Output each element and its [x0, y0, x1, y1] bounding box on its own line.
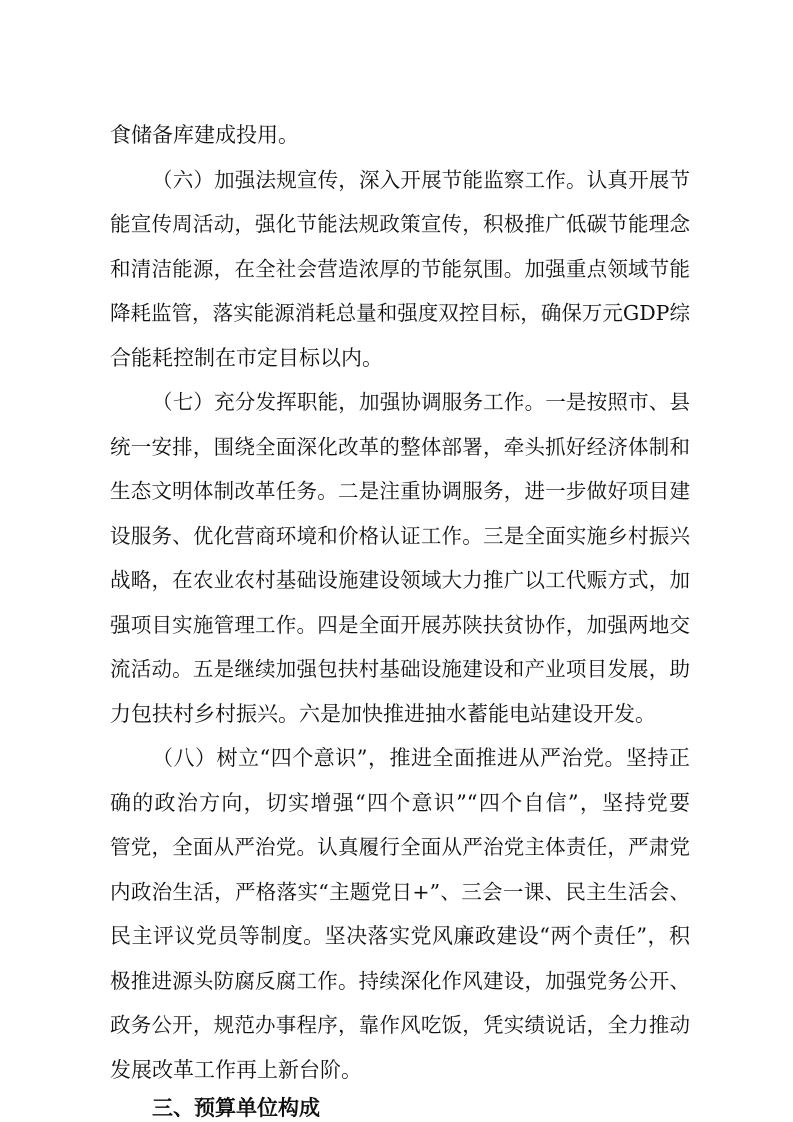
paragraph-line: 战略，在农业农村基础设施建设领域大力推广以工代赈方式，加	[110, 568, 690, 592]
paragraph-line: 确的政治方向，切实增强“四个意识”“四个自信”，坚持党要	[110, 790, 690, 815]
paragraph-line: 强项目实施管理工作。四是全面开展苏陕扶贫协作，加强两地交	[110, 612, 690, 637]
paragraph-line: 食储备库建成投用。	[110, 123, 299, 147]
paragraph-line: 合能耗控制在市定目标以内。	[110, 345, 383, 370]
paragraph-line: 流活动。五是继续加强包扶村基础设施建设和产业项目发展，助	[110, 657, 690, 681]
paragraph-line: 和清洁能源，在全社会营造浓厚的节能氛围。加强重点领域节能	[110, 256, 690, 281]
paragraph-line: 管党，全面从严治党。认真履行全面从严治党主体责任，严肃党	[110, 835, 690, 859]
section-heading: 三、预算单位构成	[152, 1096, 320, 1120]
paragraph-line: 力包扶村乡村振兴。六是加快推进抽水蓄能电站建设开发。	[110, 701, 656, 726]
paragraph-line: 统一安排，围绕全面深化改革的整体部署，牵头抓好经济体制和	[110, 434, 690, 459]
paragraph-line: 降耗监管，落实能源消耗总量和强度双控目标，确保万元GDP综	[110, 301, 690, 325]
paragraph-line: （八）树立“四个意识”，推进全面推进从严治党。坚持正	[152, 746, 690, 770]
paragraph-line: 政务公开，规范办事程序，靠作风吃饭，凭实绩说话，全力推动	[110, 1013, 690, 1037]
paragraph-line: 设服务、优化营商环境和价格认证工作。三是全面实施乡村振兴	[110, 523, 690, 548]
paragraph-line: 民主评议党员等制度。坚决落实党风廉政建设“两个责任”，积	[110, 924, 690, 948]
paragraph-line: （七）充分发挥职能，加强协调服务工作。一是按照市、县	[152, 390, 690, 414]
paragraph-line: 能宣传周活动，强化节能法规政策宣传，积极推广低碳节能理念	[110, 212, 690, 236]
paragraph-line: 内政治生活，严格落实“主题党日+”、三会一课、民主生活会、	[110, 879, 690, 904]
paragraph-line: （六）加强法规宣传，深入开展节能监察工作。认真开展节	[152, 167, 690, 192]
paragraph-line: 发展改革工作再上新台阶。	[110, 1057, 362, 1082]
paragraph-line: 极推进源头防腐反腐工作。持续深化作风建设，加强党务公开、	[110, 968, 690, 993]
paragraph-line: 生态文明体制改革任务。二是注重协调服务，进一步做好项目建	[110, 479, 690, 503]
